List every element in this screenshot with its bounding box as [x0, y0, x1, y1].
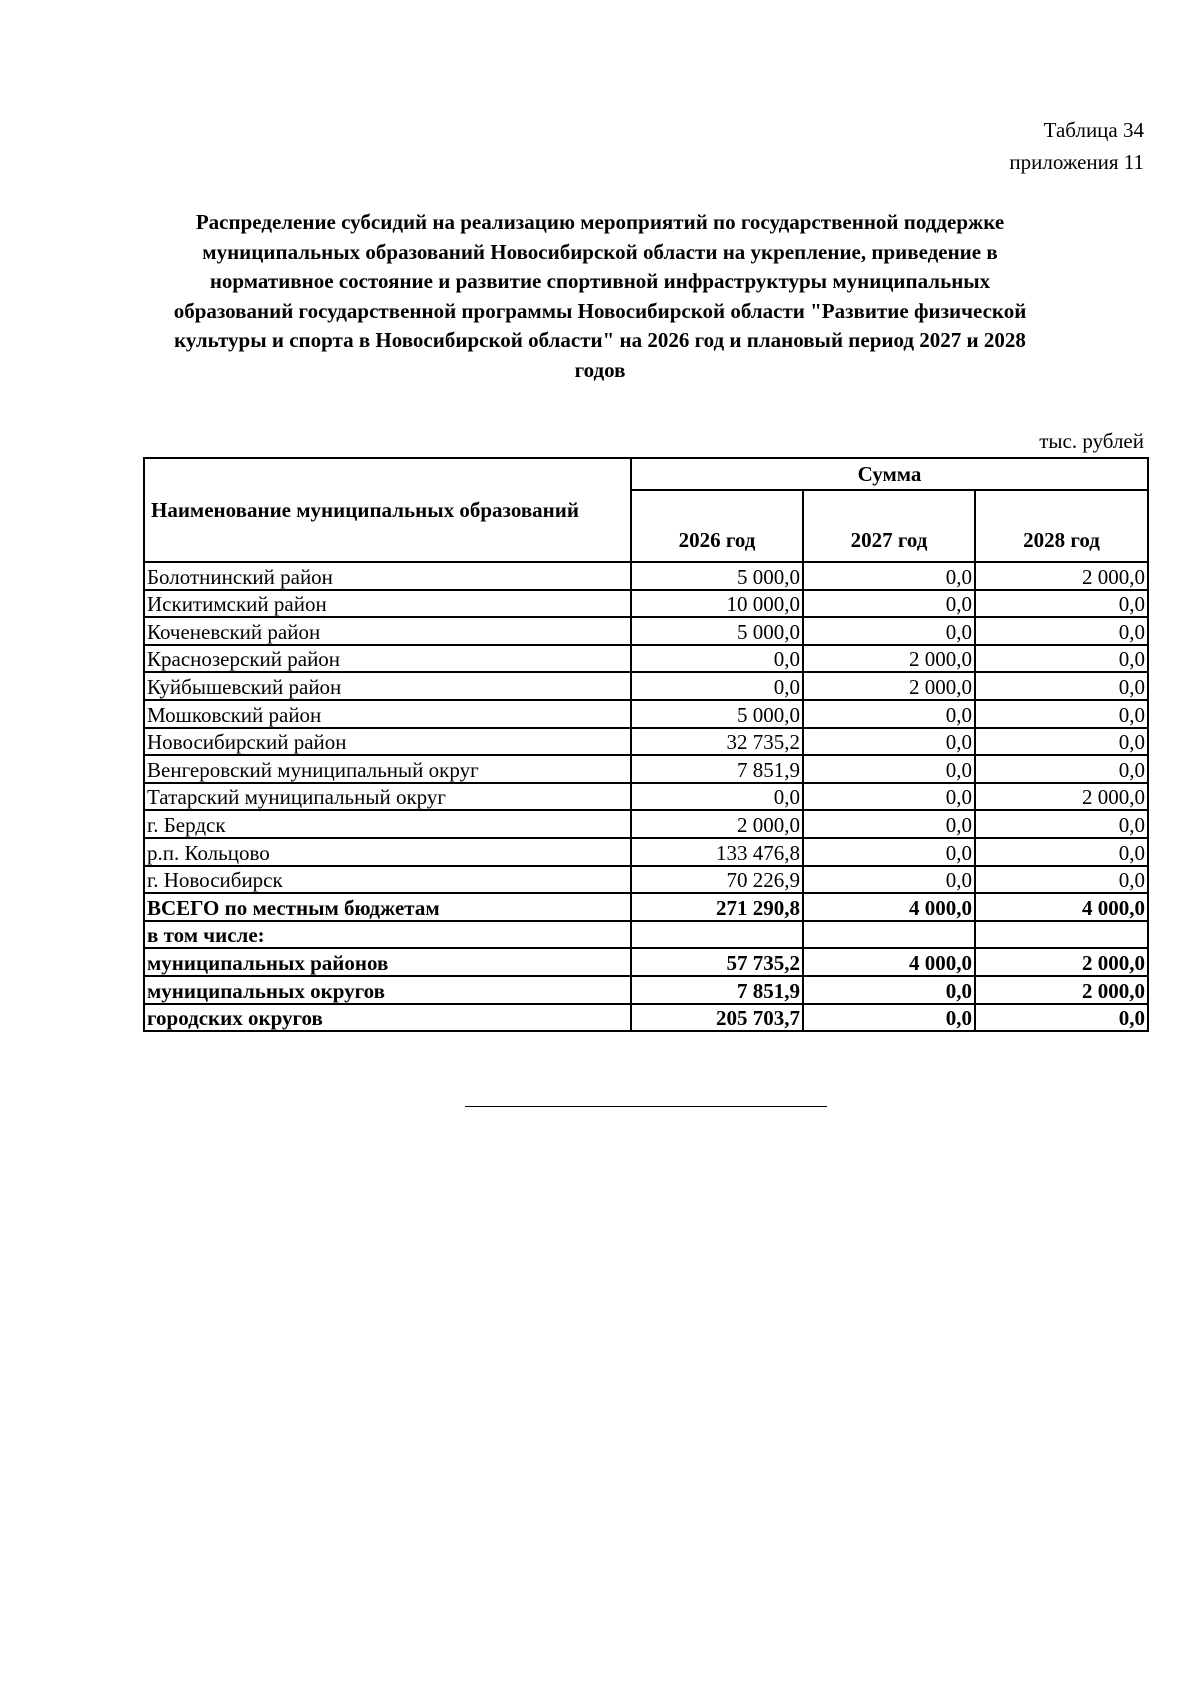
cell-name: г. Новосибирск [144, 866, 631, 894]
cell-2026: 10 000,0 [631, 590, 803, 618]
appendix-reference: приложения 11 [1009, 150, 1144, 174]
cell-2027: 4 000,0 [803, 948, 975, 976]
cell-name: Искитимский район [144, 590, 631, 618]
table-row [144, 728, 1148, 756]
cell-2027: 0,0 [803, 1004, 975, 1032]
cell-2026: 205 703,7 [631, 1004, 803, 1032]
cell-2028: 0,0 [975, 810, 1148, 838]
table-row [144, 590, 1148, 618]
cell-2027: 0,0 [803, 590, 975, 618]
cell-2028: 2 000,0 [975, 783, 1148, 811]
cell-2028: 0,0 [975, 590, 1148, 618]
cell-2026: 0,0 [631, 783, 803, 811]
table-row [144, 783, 1148, 811]
cell-2026: 0,0 [631, 672, 803, 700]
cell-2027: 0,0 [803, 562, 975, 590]
table-row [144, 755, 1148, 783]
title-line: годов [574, 357, 626, 382]
cell-2026: 5 000,0 [631, 617, 803, 645]
cell-2027: 0,0 [803, 866, 975, 894]
cell-2028: 2 000,0 [975, 976, 1148, 1004]
cell-name: Мошковский район [144, 700, 631, 728]
table-row [144, 921, 1148, 949]
table-row [144, 976, 1148, 1004]
cell-2027: 4 000,0 [803, 893, 975, 921]
cell-2026: 133 476,8 [631, 838, 803, 866]
document-title [150, 208, 1050, 386]
cell-2027: 2 000,0 [803, 645, 975, 673]
cell-2026: 5 000,0 [631, 562, 803, 590]
subsidy-table [143, 457, 1149, 1032]
title-line: культуры и спорта в Новосибирской области" на 2026 год и плановый период 2027 и 2028 [174, 328, 1026, 353]
cell-name: муниципальных округов [144, 976, 631, 1004]
table-row [144, 810, 1148, 838]
cell-2027: 0,0 [803, 838, 975, 866]
title-line: Распределение субсидий на реализацию мероприятий по государственной поддержке [195, 210, 1005, 234]
cell-2027: 0,0 [803, 783, 975, 811]
cell-2026: 70 226,9 [631, 866, 803, 894]
cell-2028 [975, 921, 1148, 949]
column-header-name: Наименование муниципальных образований [144, 458, 631, 562]
cell-2028: 0,0 [975, 700, 1148, 728]
cell-2026: 32 735,2 [631, 728, 803, 756]
cell-name: Куйбышевский район [144, 672, 631, 700]
table-row [144, 866, 1148, 894]
cell-name: Краснозерский район [144, 645, 631, 673]
cell-2026: 0,0 [631, 645, 803, 673]
cell-2026: 7 851,9 [631, 976, 803, 1004]
cell-2028: 0,0 [975, 1004, 1148, 1032]
cell-name: ВСЕГО по местным бюджетам [144, 893, 631, 921]
table-row [144, 617, 1148, 645]
cell-name: г. Бердск [144, 810, 631, 838]
cell-2028: 0,0 [975, 755, 1148, 783]
cell-2027: 0,0 [803, 700, 975, 728]
cell-name: Венгеровский муниципальный округ [144, 755, 631, 783]
table-row [144, 645, 1148, 673]
table-number: Таблица 34 [1043, 118, 1144, 142]
cell-2027: 0,0 [803, 617, 975, 645]
cell-name: Коченевский район [144, 617, 631, 645]
table-row [144, 562, 1148, 590]
title-line: муниципальных образований Новосибирской области на укрепление, приведение в [202, 239, 998, 264]
cell-2028: 0,0 [975, 672, 1148, 700]
cell-name: Татарский муниципальный округ [144, 783, 631, 811]
cell-2027: 0,0 [803, 976, 975, 1004]
cell-2028: 0,0 [975, 838, 1148, 866]
cell-name: в том числе: [144, 921, 631, 949]
title-line: нормативное состояние и развитие спортивной инфраструктуры муниципальных [209, 269, 991, 294]
cell-2028: 0,0 [975, 728, 1148, 756]
cell-name: городских округов [144, 1004, 631, 1032]
cell-2027: 0,0 [803, 728, 975, 756]
column-header-2026: 2026 год [631, 490, 803, 562]
cell-2026: 57 735,2 [631, 948, 803, 976]
column-group-header-sum: Сумма [631, 458, 1148, 490]
cell-name: Болотнинский район [144, 562, 631, 590]
column-header-2028: 2028 год [975, 490, 1148, 562]
cell-2028: 2 000,0 [975, 948, 1148, 976]
cell-name: р.п. Кольцово [144, 838, 631, 866]
cell-2028: 2 000,0 [975, 562, 1148, 590]
cell-2028: 0,0 [975, 866, 1148, 894]
table-row [144, 1004, 1148, 1032]
cell-name: муниципальных районов [144, 948, 631, 976]
cell-2027 [803, 921, 975, 949]
closing-rule [465, 1106, 827, 1107]
cell-2028: 4 000,0 [975, 893, 1148, 921]
cell-2028: 0,0 [975, 617, 1148, 645]
units-label: тыс. рублей [1039, 429, 1144, 453]
title-line: образований государственной программы Новосибирской области "Развитие физической [173, 298, 1027, 323]
table-row [144, 893, 1148, 921]
cell-2026: 2 000,0 [631, 810, 803, 838]
cell-2026: 271 290,8 [631, 893, 803, 921]
table-row [144, 672, 1148, 700]
cell-2027: 0,0 [803, 755, 975, 783]
table-row [144, 700, 1148, 728]
cell-2026: 7 851,9 [631, 755, 803, 783]
column-header-2027: 2027 год [803, 490, 975, 562]
cell-2028: 0,0 [975, 645, 1148, 673]
cell-name: Новосибирский район [144, 728, 631, 756]
cell-2026 [631, 921, 803, 949]
cell-2027: 0,0 [803, 810, 975, 838]
table-row [144, 948, 1148, 976]
table-row [144, 838, 1148, 866]
cell-2027: 2 000,0 [803, 672, 975, 700]
cell-2026: 5 000,0 [631, 700, 803, 728]
